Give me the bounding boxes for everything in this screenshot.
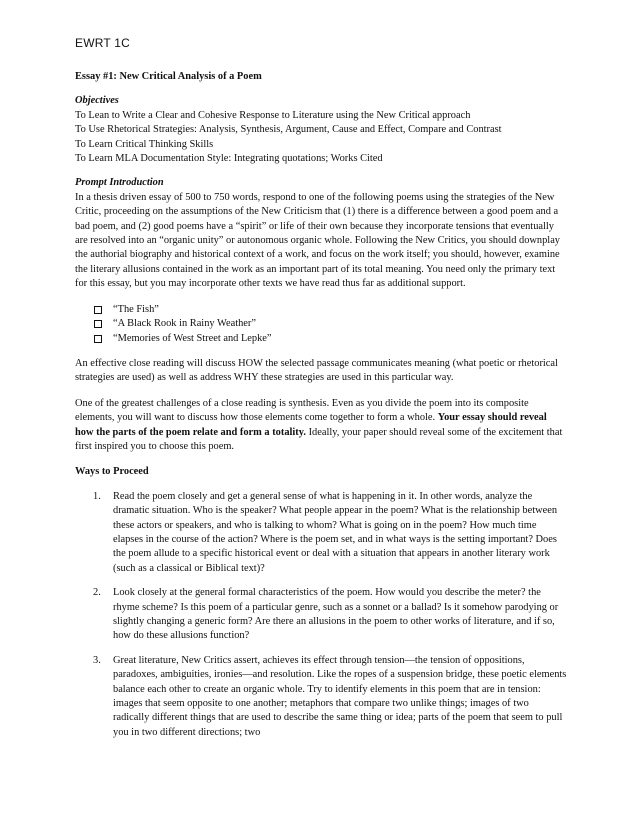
prompt-paragraph: In a thesis driven essay of 500 to 750 words, respond to one of the following poems using the strategies of the New Critic, proceeding on the assumptions of the New Criticism that (1) there is a difference between a good poem and a bad poem, and (2) good poems have a “spirit” or life of their own because they incorporate tensions that eventually are resolved into an “organic unity” or autonomous organic whole. Following the New Critics, you should downplay the authorial biography and historical context of a work, and focus on the work itself; you should, however, examine the literary allusions contained in the work as an important part of its total meaning. You need only the primary text for this essay, but you may incorporate other texts we have read thus far as additional support. [75, 191, 561, 290]
step-number: 3. [93, 654, 101, 666]
step-number: 1. [93, 490, 101, 502]
checkbox-icon [94, 335, 102, 343]
objective-item: To Learn Critical Thinking Skills [75, 138, 214, 150]
poem-choice-item [94, 317, 567, 331]
synthesis-text: One of the greatest challenges of a close reading is synthesis. Even as you divide the poem into its composite elements, you will want to discuss how those elements come together to form a whole. [75, 397, 529, 424]
ways-heading: Ways to Proceed [75, 466, 149, 478]
ways-step [75, 586, 567, 644]
ways-list [75, 490, 567, 741]
checkbox-icon [94, 306, 102, 314]
synthesis-text-end: Ideally, your paper should reveal some of the excitement that first inspired you to choose this poem. [75, 426, 563, 452]
synthesis-paragraph [75, 397, 567, 455]
close-reading-paragraph: An effective close reading will discuss HOW the selected passage communicates meaning (what poetic or rhetorical strategies are used) as well as address WHY these strategies are used in this particular way. [75, 357, 558, 384]
poem-title: “The Fish” [113, 303, 159, 315]
objective-item: To Use Rhetorical Strategies: Analysis, Synthesis, Argument, Cause and Effect, Compare and Contrast [75, 124, 502, 136]
document-body [75, 70, 567, 750]
objectives-heading: Objectives [75, 95, 119, 107]
ways-step [75, 490, 567, 576]
step-text: Read the poem closely and get a general sense of what is happening in it. In other words, analyze the dramatic situation. Who is the speaker? What people appear in the poem? What is the relationship between these actors or speakers, and who is talking to whom? What is going on in the poem? How much time elapses in the course of the action? Where is the poem set, and in what ways is the setting important? Does the poem allude to a specific historical event or deal with a situation that appears in another literary work (such as a classical or Biblical text)? [113, 490, 558, 574]
step-text: Great literature, New Critics assert, achieves its effect through tension—the tension of oppositions, paradoxes, ambiguities, ironies—and resolution. Like the ropes of a suspension bridge, these poetic elements balance each other to create an organic whole. Try to identify elements in this poem that are in tension: images that seem opposite to one another; metaphors that compare two unlike things; images of two radically different things that are used to describe the same thing or idea; parts of the poem that seem to pull you in two different directions; two [113, 654, 567, 738]
poem-title: “A Black Rook in Rainy Weather” [113, 318, 256, 330]
objectives-list [75, 109, 567, 167]
poem-choice-item [94, 332, 567, 346]
step-number: 2. [93, 587, 101, 599]
running-header: EWRT 1C [75, 36, 130, 50]
objective-item: To Learn MLA Documentation Style: Integrating quotations; Works Cited [75, 153, 383, 165]
poem-choice-item [94, 303, 567, 317]
poem-choice-list [75, 303, 567, 346]
checkbox-icon [94, 320, 102, 328]
poem-title: “Memories of West Street and Lepke” [113, 332, 272, 344]
ways-step [75, 654, 567, 740]
synthesis-emphasis: Your essay should reveal how the parts of the poem relate and form a totality. [75, 412, 547, 438]
prompt-heading: Prompt Introduction [75, 177, 164, 189]
step-text: Look closely at the general formal characteristics of the poem. How would you describe the meter? the rhyme scheme? Is this poem of a particular genre, such as a sonnet or a ballad? Is it somehow parodying or slightly changing a generic form? Are there an allusions in the poem to other works of literature, and if so, how do these allusions function? [113, 587, 559, 642]
essay-title: Essay #1: New Critical Analysis of a Poem [75, 71, 262, 82]
objective-item: To Lean to Write a Clear and Cohesive Response to Literature using the New Critical approach [75, 109, 471, 121]
